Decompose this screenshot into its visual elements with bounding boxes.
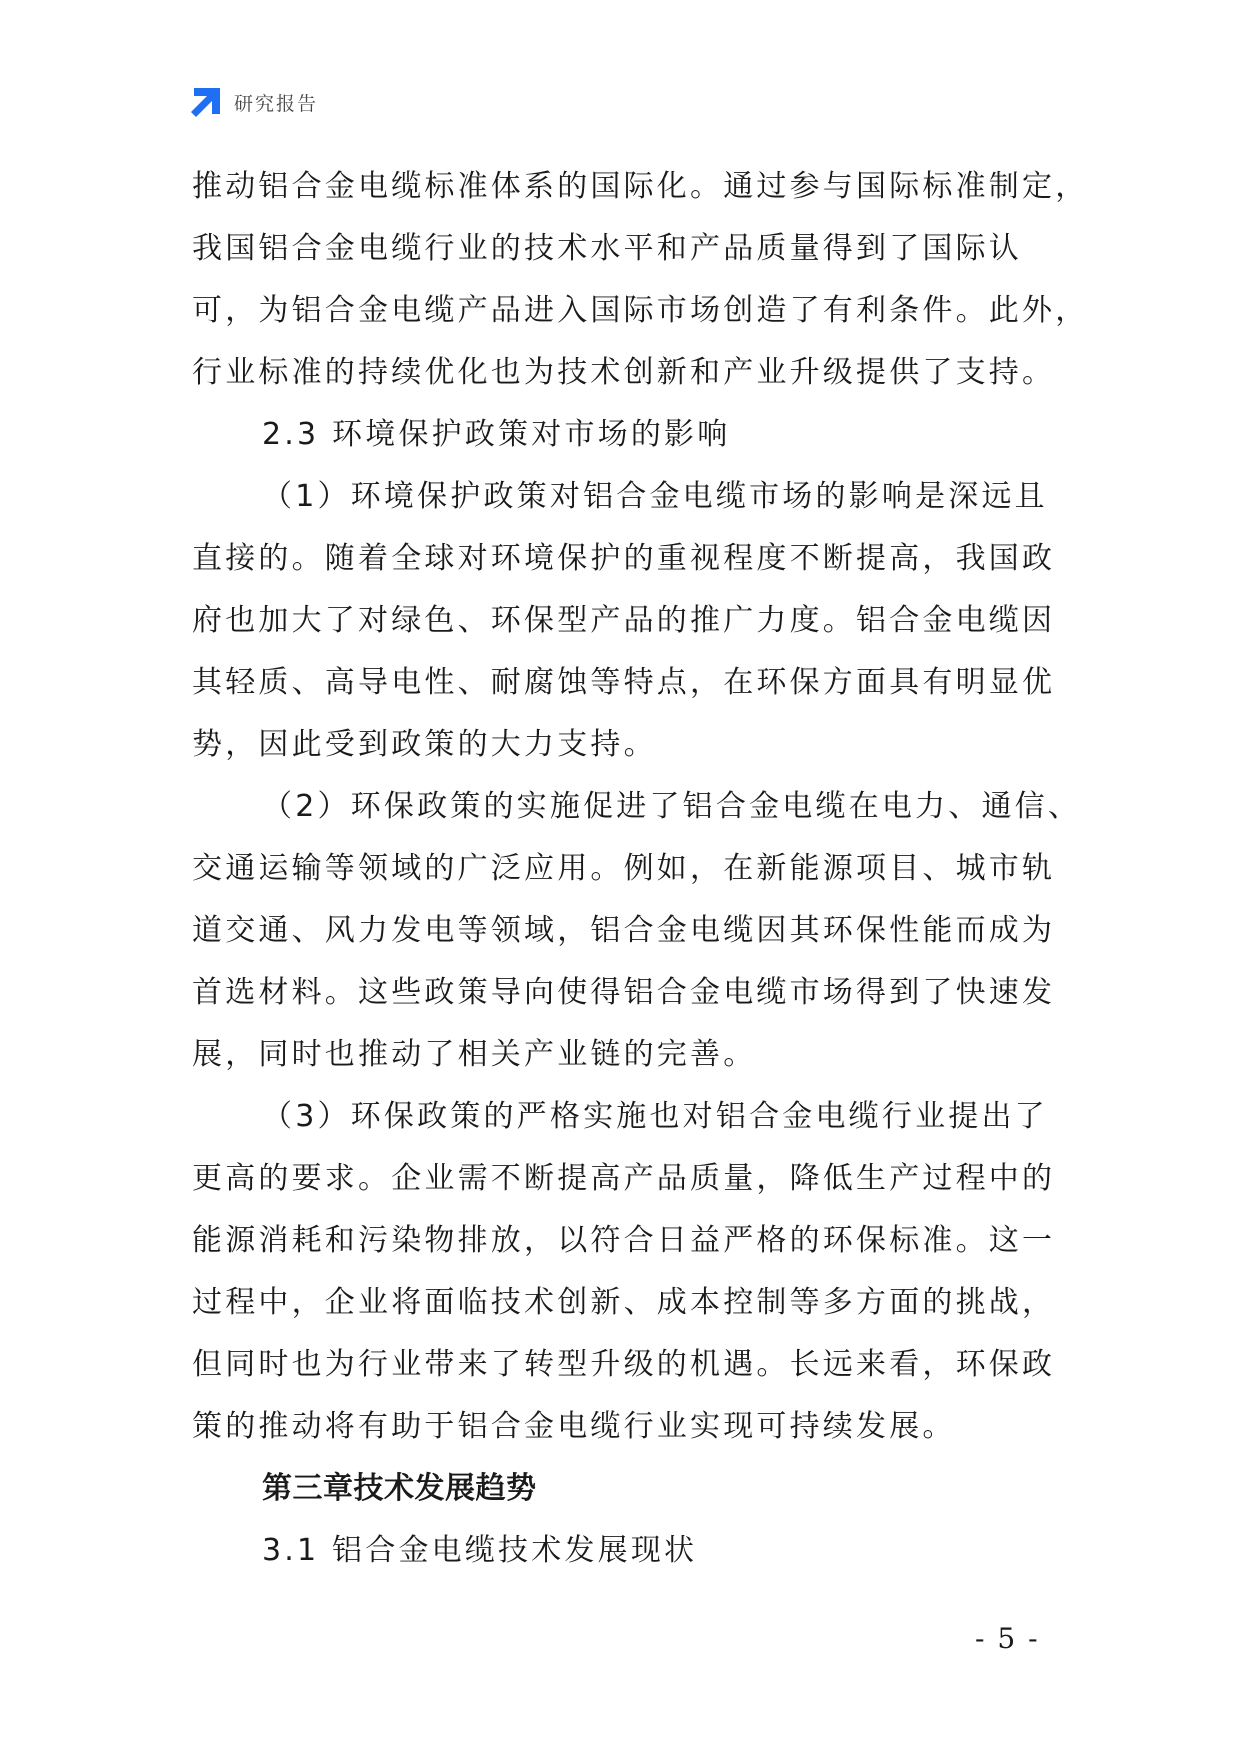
body-line: 首选材料。这些政策导向使得铝合金电缆市场得到了快速发 [192, 975, 1056, 1010]
arrow-up-right-icon [190, 86, 222, 118]
body-line: 更高的要求。企业需不断提高产品质量，降低生产过程中的 [192, 1161, 1056, 1196]
body-line: 推动铝合金电缆标准体系的国际化。通过参与国际标准制定， [192, 169, 1089, 204]
chapter-heading: 第三章技术发展趋势 [262, 1471, 537, 1506]
body-line: 直接的。随着全球对环境保护的重视程度不断提高，我国政 [192, 541, 1056, 576]
body-line: 我国铝合金电缆行业的技术水平和产品质量得到了国际认 [192, 231, 1022, 266]
section-heading-3-1: 3.1 铝合金电缆技术发展现状 [262, 1533, 698, 1568]
paragraph-2-start: （2）环保政策的实施促进了铝合金电缆在电力、通信、 [262, 789, 1082, 824]
paragraph-1-start: （1）环境保护政策对铝合金电缆市场的影响是深远且 [262, 479, 1048, 514]
body-line: 道交通、风力发电等领域，铝合金电缆因其环保性能而成为 [192, 913, 1056, 948]
body-line: 能源消耗和污染物排放，以符合日益严格的环保标准。这一 [192, 1223, 1056, 1258]
body-line: 交通运输等领域的广泛应用。例如，在新能源项目、城市轨 [192, 851, 1056, 886]
body-line: 府也加大了对绿色、环保型产品的推广力度。铝合金电缆因 [192, 603, 1056, 638]
section-heading-2-3: 2.3 环境保护政策对市场的影响 [262, 417, 731, 452]
header-title: 研究报告 [234, 92, 319, 115]
body-line: 但同时也为行业带来了转型升级的机遇。长远来看，环保政 [192, 1347, 1056, 1382]
body-line: 其轻质、高导电性、耐腐蚀等特点，在环保方面具有明显优 [192, 665, 1056, 700]
page-header [190, 86, 318, 118]
body-line: 策的推动将有助于铝合金电缆行业实现可持续发展。 [192, 1409, 956, 1444]
body-line: 过程中，企业将面临技术创新、成本控制等多方面的挑战， [192, 1285, 1056, 1320]
body-line: 可，为铝合金电缆产品进入国际市场创造了有利条件。此外， [192, 293, 1089, 328]
paragraph-3-start: （3）环保政策的严格实施也对铝合金电缆行业提出了 [262, 1099, 1048, 1134]
document-body [192, 156, 1089, 1582]
page-number: - 5 - [975, 1622, 1040, 1655]
body-line: 行业标准的持续优化也为技术创新和产业升级提供了支持。 [192, 355, 1056, 390]
body-line: 展，同时也推动了相关产业链的完善。 [192, 1037, 757, 1072]
body-line: 势，因此受到政策的大力支持。 [192, 727, 657, 762]
